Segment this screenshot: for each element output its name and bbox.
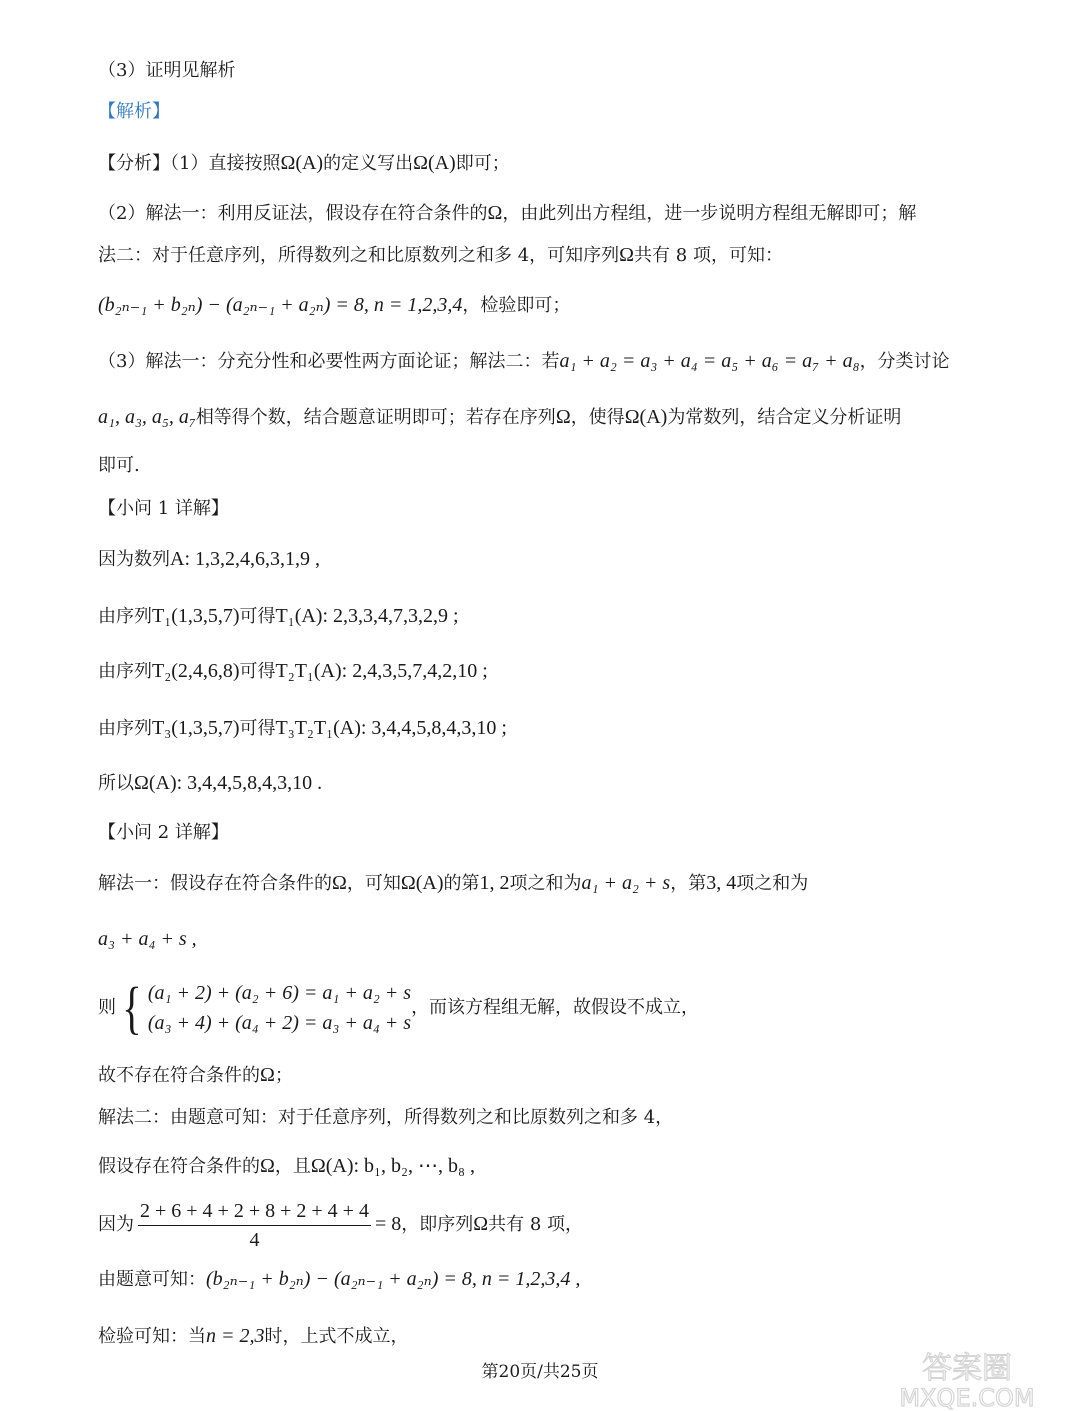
math-omega-a: Ω(A) [280, 152, 324, 174]
subsection-2-heading [98, 820, 229, 846]
text: 项之和为 [509, 873, 582, 894]
text: 由序列 [98, 606, 152, 627]
math-t2: T₂(2,4,6,8) [152, 660, 240, 682]
text: 【解析】 [98, 101, 170, 122]
text: 【小问 1 详解】 [98, 498, 229, 519]
math-omega-a: Ω(A) [413, 152, 456, 174]
math-n-values: n = 2,3 [206, 1325, 265, 1347]
line-3-result [98, 58, 235, 84]
text: 假设存在符合条件的 [98, 1156, 260, 1177]
analysis-line-6 [98, 404, 901, 431]
text: ； [274, 1065, 293, 1086]
math-index: 1, 2 [479, 872, 510, 894]
math-equation: (b₂ₙ₋₁ + b₂ₙ) − (a₂ₙ₋₁ + a₂ₙ) = 8, n = 1,2,3,4 [98, 294, 463, 316]
math-t2-result: T₂T₁(A): 2,4,3,5,7,4,2,10 ; [275, 660, 488, 682]
math-omega: Ω [619, 244, 635, 266]
math-equation: a₁ + a₂ = a₃ + a₄ = a₅ + a₆ = a₇ + a₈ [559, 350, 860, 372]
fraction-denominator: 4 [249, 1228, 260, 1251]
text: ，而该方程组无解，故假设不成立， [411, 997, 700, 1018]
text: 由序列 [98, 718, 152, 739]
text: 检验可知：当 [98, 1326, 206, 1347]
text: 项之和为 [736, 873, 809, 894]
q2-line-1 [98, 870, 808, 897]
text: 共有 8 项， [488, 1214, 584, 1235]
analysis-line-5 [98, 348, 950, 375]
q2-line-9 [98, 1323, 409, 1350]
svg-text:答案圈: 答案圈 [922, 1351, 1012, 1386]
q2-line-5 [98, 1105, 673, 1131]
analysis-line-1 [98, 150, 510, 177]
math-t3: T₃(1,3,5,7) [152, 717, 240, 739]
math-sequence-a: A: 1,3,2,4,6,3,1,9 , [170, 548, 320, 570]
math-omega-a: Ω(A) [624, 406, 668, 428]
q2-equation-system [98, 975, 700, 1040]
text: 解法二：由题意可知：对于任意序列，所得数列之和比原数列之和多 4， [98, 1107, 674, 1128]
analysis-line-2 [98, 200, 916, 227]
watermark-logo-icon [872, 1348, 1062, 1410]
text: 因为数列 [98, 549, 170, 570]
text: ，且 [274, 1156, 311, 1177]
text: ，检验即可； [462, 295, 571, 316]
system-rows [148, 978, 411, 1038]
text: 可得 [239, 718, 276, 739]
q2-line-8 [98, 1266, 580, 1293]
math-odd-terms: a₁, a₃, a₅, a₇ [98, 406, 196, 428]
text: （2）解法一：利用反证法，假设存在符合条件的 [98, 203, 488, 224]
q2-line-4 [98, 1062, 293, 1089]
math-omega: Ω [473, 1213, 489, 1235]
text: 由序列 [98, 661, 152, 682]
q2-line-7 [98, 1196, 583, 1253]
equation-row: (a₃ + 4) + (a₄ + 2) = a₃ + a₄ + s [147, 1012, 412, 1034]
text: 解法一：假设存在符合条件的 [98, 873, 332, 894]
text: ，分类讨论 [859, 351, 950, 372]
math-index: 3, 4 [706, 872, 737, 894]
text: ，使得 [570, 407, 625, 428]
q2-line-2 [98, 926, 197, 953]
analysis-line-7 [98, 453, 140, 479]
equation-row: (a₁ + 2) + (a₂ + 6) = a₁ + a₂ + s [147, 982, 412, 1004]
math-t3-result: T₃T₂T₁(A): 3,4,4,5,8,4,3,10 ; [275, 717, 507, 739]
math-sum: a₃ + a₄ + s , [98, 928, 197, 950]
math-t1-result: T₁(A): 2,3,3,4,7,3,2,9 ; [275, 605, 459, 627]
text: （3）解法一：分充分性和必要性两方面论证；解法二：若 [98, 351, 560, 372]
text: 法二：对于任意序列，所得数列之和比原数列之和多 4，可知序列 [98, 245, 620, 266]
q2-line-6 [98, 1153, 475, 1180]
math-b-sequence: Ω(A): b₁, b₂, ⋯, b₈ , [310, 1155, 475, 1177]
text: 所以 [98, 773, 134, 794]
math-omega-a: Ω(A) [400, 872, 444, 894]
text: 为常数列，结合定义分析证明 [667, 407, 902, 428]
page-number: 第20页/共25页 [481, 1362, 599, 1382]
math-omega: Ω [260, 1064, 275, 1086]
text: 的第 [443, 873, 480, 894]
text: 由题意可知： [98, 1269, 206, 1290]
text: 即可. [98, 455, 140, 476]
text: ，可知 [346, 873, 401, 894]
brace-icon: { [122, 975, 142, 1040]
equation-system [116, 975, 412, 1040]
q1-line-1 [98, 546, 320, 573]
math-omega: Ω [555, 406, 571, 428]
text: 相等得个数，结合题意证明即可；若存在序列 [195, 407, 556, 428]
math-equals: = 8 [374, 1213, 402, 1235]
text: 共有 8 项，可知： [634, 245, 783, 266]
fraction-numerator: 2 + 6 + 4 + 2 + 8 + 2 + 4 + 4 [138, 1198, 371, 1226]
q1-line-5 [98, 770, 322, 797]
math-t1: T₁(1,3,5,7) [152, 605, 240, 627]
text: 可得 [239, 661, 276, 682]
text: 时，上式不成立， [264, 1326, 409, 1347]
text: ，第 [670, 873, 707, 894]
text: 则 [98, 997, 116, 1018]
text: （3）证明见解析 [98, 60, 236, 81]
text: 【分析】（1）直接按照 [98, 153, 281, 174]
analysis-line-4 [98, 292, 570, 319]
math-omega: Ω [332, 872, 347, 894]
text: 即可； [455, 153, 510, 174]
fraction [138, 1198, 371, 1253]
text: 故不存在符合条件的 [98, 1065, 260, 1086]
q1-line-2 [98, 603, 459, 630]
section-heading-analysis [98, 99, 170, 125]
subsection-1-heading [98, 496, 229, 522]
text: 的定义写出 [323, 153, 414, 174]
svg-text:MXQE.COM: MXQE.COM [899, 1384, 1035, 1410]
math-equation: (b₂ₙ₋₁ + b₂ₙ) − (a₂ₙ₋₁ + a₂ₙ) = 8, n = 1,2,3,4 , [206, 1268, 581, 1290]
q1-line-3 [98, 658, 488, 685]
text: ，由此列出方程组，进一步说明方程组无解即可；解 [502, 203, 917, 224]
math-omega: Ω [487, 202, 503, 224]
text: 因为 [98, 1214, 134, 1235]
text: 可得 [239, 606, 276, 627]
math-omega: Ω [260, 1155, 275, 1177]
math-result: Ω(A): 3,4,4,5,8,4,3,10 . [134, 772, 323, 794]
text: 【小问 2 详解】 [98, 822, 229, 843]
analysis-line-3 [98, 242, 783, 269]
math-sum: a₁ + a₂ + s [581, 872, 671, 894]
q1-line-4 [98, 715, 507, 742]
text: ，即序列 [401, 1214, 474, 1235]
